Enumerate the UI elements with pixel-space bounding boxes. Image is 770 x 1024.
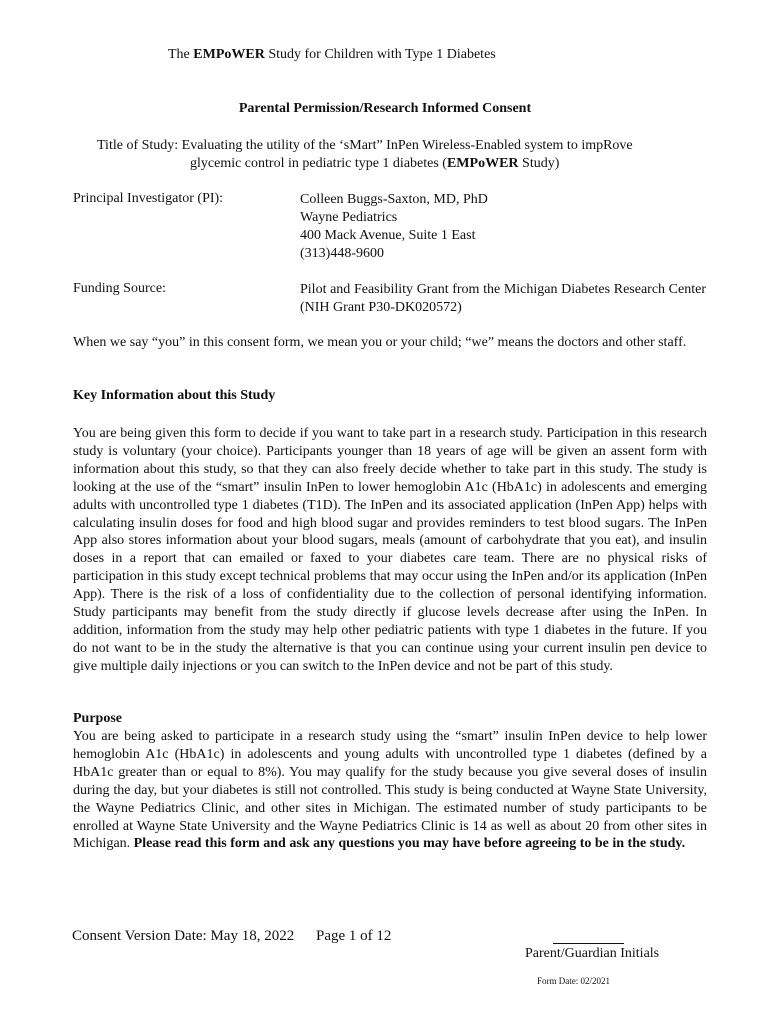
study-title-prefix: glycemic control in pediatric type 1 diabetes ( bbox=[190, 156, 447, 171]
key-information-paragraph: You are being given this form to decide if you want to take part in a research study. Participation in this research study is voluntary (your choice). Participants younger than 18 years of age will be given an assent form with information about this study, so that they can also freely decide whether to take part in this study. The study is looking at the use of the “smart” insulin InPen to lower hemoglobin A1c (HbA1c) in adolescents and emerging adults with uncontrolled type 1 diabetes (T1D). The InPen and its associated application (InPen App) helps with calculating insulin doses for food and high blood sugar and provides reminders to test blood sugars. The InPen App also stores information about your blood sugars, meals (amount of carbohydrate that you eat), and insulin doses in a report that can emailed or faxed to your diabetes care team. There are no physical risks of participation in this study except technical problems that may occur using the InPen and/or its application (InPen App). There is the risk of a loss of confidentiality due to the collection of personal identifying information. Study participants may benefit from the study directly if glucose levels decrease after using the InPen. In addition, information from the study may help other pediatric patients with type 1 diabetes in the future. If you do not want to be in the study the alternative is that you can continue using your current insulin pen device to give multiple daily injections or you can switch to the InPen device and not be part of this study. bbox=[73, 426, 707, 674]
purpose-text: You are being asked to participate in a research study using the “smart” insulin InPen device to help lower hemoglobin A1c (HbA1c) in adolescents and young adults with uncontrolled type 1 diabetes (defined by a HbA1c greater than or equal to 8%). You may qualify for the study because you give several doses of insulin during the day, but your diabetes is still not controlled. This study is being conducted at Wayne State University, the Wayne Pediatrics Clinic, and other sites in Michigan. The estimated number of study participants to be enrolled at Wayne State University and the Wayne Pediatrics Clinic is 14 as well as about 20 from other sites in Michigan. bbox=[73, 729, 707, 852]
form-date: Form Date: 02/2021 bbox=[537, 976, 610, 986]
key-information-heading: Key Information about this Study bbox=[73, 388, 276, 403]
purpose-heading: Purpose bbox=[73, 711, 122, 726]
study-title-suffix: Study) bbox=[518, 156, 560, 171]
header-suffix: Study for Children with Type 1 Diabetes bbox=[264, 47, 496, 62]
study-header bbox=[168, 47, 496, 63]
purpose-bold-sentence: Please read this form and ask any questions you may have before agreeing to be in the study. bbox=[133, 836, 686, 852]
pi-address: 400 Mack Avenue, Suite 1 East bbox=[300, 228, 476, 243]
header-prefix: The bbox=[168, 47, 194, 62]
study-title-line-2 bbox=[190, 156, 559, 172]
pi-info bbox=[300, 191, 488, 263]
page-number: Page 1 of 12 bbox=[316, 928, 392, 944]
initials-signature-line bbox=[553, 943, 624, 944]
header-acronym: EMPoWER bbox=[193, 47, 265, 62]
pi-label: Principal Investigator (PI): bbox=[73, 191, 224, 206]
pi-phone: (313)448-9600 bbox=[300, 246, 384, 261]
pi-org: Wayne Pediatrics bbox=[300, 210, 398, 225]
purpose-paragraph bbox=[73, 728, 707, 853]
funding-text: Pilot and Feasibility Grant from the Michigan Diabetes Research Center (NIH Grant P30-DK020572) bbox=[300, 282, 706, 315]
consent-heading: Parental Permission/Research Informed Consent bbox=[238, 101, 532, 116]
study-title-line-1: Title of Study: Evaluating the utility of the ‘sMart” InPen Wireless-Enabled system to impRove bbox=[97, 138, 633, 153]
funding-label: Funding Source: bbox=[73, 281, 166, 296]
initials-label: Parent/Guardian Initials bbox=[525, 946, 660, 961]
you-definition: When we say “you” in this consent form, we mean you or your child; “we” means the doctors and other staff. bbox=[73, 335, 687, 350]
consent-version-date: Consent Version Date: May 18, 2022 bbox=[72, 928, 295, 944]
pi-name: Colleen Buggs-Saxton, MD, PhD bbox=[300, 192, 488, 207]
study-title-acronym: EMPoWER bbox=[446, 156, 519, 171]
